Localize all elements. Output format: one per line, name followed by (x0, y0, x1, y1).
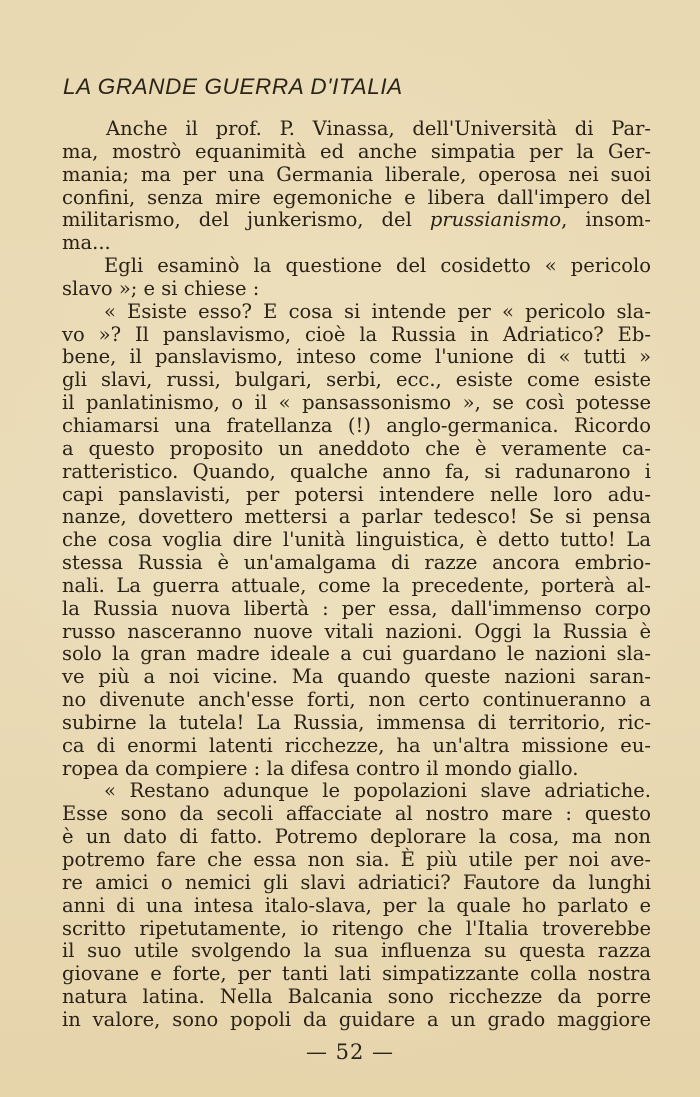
text-line: ma... (62, 231, 111, 255)
text-line: scritto ripetutamente, io ritengo che l'Italia troverebbe (62, 916, 651, 940)
text-line: « Restano adunque le popolazioni slave adriatiche. (104, 779, 651, 803)
text-line: è un dato di fatto. Potremo deplorare la cosa, ma non (62, 825, 651, 849)
text-line: mania; ma per una Germania liberale, operosa nei suoi (62, 162, 651, 186)
paragraph-4 (62, 780, 651, 1031)
text-line: Egli esaminò la questione del cosidetto « pericolo (104, 254, 651, 278)
text-line: militarismo, del junkerismo, del prussianismo, insom- (62, 208, 652, 232)
text-line: anni di una intesa italo-slava, per la quale ho parlato e (62, 893, 651, 917)
text-line: russo nasceranno nuove vitali nazioni. Oggi la Russia è (62, 619, 651, 643)
text-line: ratteristico. Quando, qualche anno fa, si radunarono i (62, 459, 651, 483)
text-line: il panlatinismo, o il « pansassonismo », se così potesse (62, 391, 651, 415)
emphasis: prussianismo (429, 208, 562, 232)
text-line: capi panslavisti, per potersi intendere nelle loro adu- (62, 482, 651, 506)
text-line: a questo proposito un aneddoto che è veramente ca- (62, 436, 651, 460)
text-line: gli slavi, russi, bulgari, serbi, ecc., esiste come esiste (62, 368, 651, 392)
text-line: nali. La guerra attuale, come la precedente, porterà al- (62, 573, 651, 597)
text-line: giovane e forte, per tanti lati simpatizzante colla nostra (62, 962, 651, 986)
paragraph-2 (62, 255, 651, 301)
text-line: il suo utile svolgendo la sua influenza su questa razza (62, 939, 651, 963)
text-line: vo »? Il panslavismo, cioè la Russia in Adriatico? Eb- (62, 322, 651, 346)
text-line: no divenute anch'esse forti, non certo continueranno a (62, 688, 651, 712)
text-line: potremo fare che essa non sia. È più utile per noi ave- (62, 848, 651, 871)
page-number: — 52 — (305, 1040, 395, 1064)
paragraph-3 (62, 301, 651, 781)
text-line: slavo »; e si chiese : (62, 276, 260, 300)
running-title: LA GRANDE GUERRA D'ITALIA (63, 74, 403, 99)
text-line: chiamarsi una fratellanza (!) anglo-germanica. Ricordo (62, 413, 651, 437)
text-line: in valore, sono popoli da guidare a un grado maggiore (62, 1007, 651, 1031)
text-line: che cosa voglia dire l'unità linguistica, è detto tutto! La (62, 528, 651, 552)
text-line: subirne la tutela! La Russia, immensa di territorio, ric- (62, 710, 651, 734)
text-line: ropea da compiere : la difesa contro il mondo giallo. (62, 756, 579, 780)
body-text (62, 118, 651, 1032)
text-line: bene, il panslavismo, inteso come l'unione di « tutti » (62, 345, 651, 369)
text-line: la Russia nuova libertà : per essa, dall'immenso corpo (62, 596, 651, 620)
paragraph-1 (62, 118, 651, 255)
text-line: ma, mostrò equanimità ed anche simpatia per la Ger- (62, 139, 651, 163)
text-line: ca di enormi latenti ricchezze, ha un'altra missione eu- (62, 733, 651, 757)
text-line: Esse sono da secoli affacciate al nostro mare : questo (62, 802, 651, 826)
text-line: « Esiste esso? E cosa si intende per « pericolo sla- (104, 299, 651, 323)
text-line: stessa Russia è un'amalgama di razze ancora embrio- (62, 551, 651, 575)
text-line: ve più a noi vicine. Ma quando queste nazioni saran- (62, 665, 651, 689)
text-line: natura latina. Nella Balcania sono ricchezze da porre (62, 985, 651, 1009)
text-line: Anche il prof. P. Vinassa, dell'Università di Par- (106, 117, 651, 140)
text-line: nanze, dovettero mettersi a parlar tedesco! Se si pensa (62, 505, 651, 529)
text-line: re amici o nemici gli slavi adriatici? Fautore da lunghi (62, 870, 651, 894)
text-line: confini, senza mire egemoniche e libera dall'impero del (62, 185, 651, 209)
text-line: solo la gran madre ideale a cui guardano le nazioni sla- (62, 642, 651, 666)
